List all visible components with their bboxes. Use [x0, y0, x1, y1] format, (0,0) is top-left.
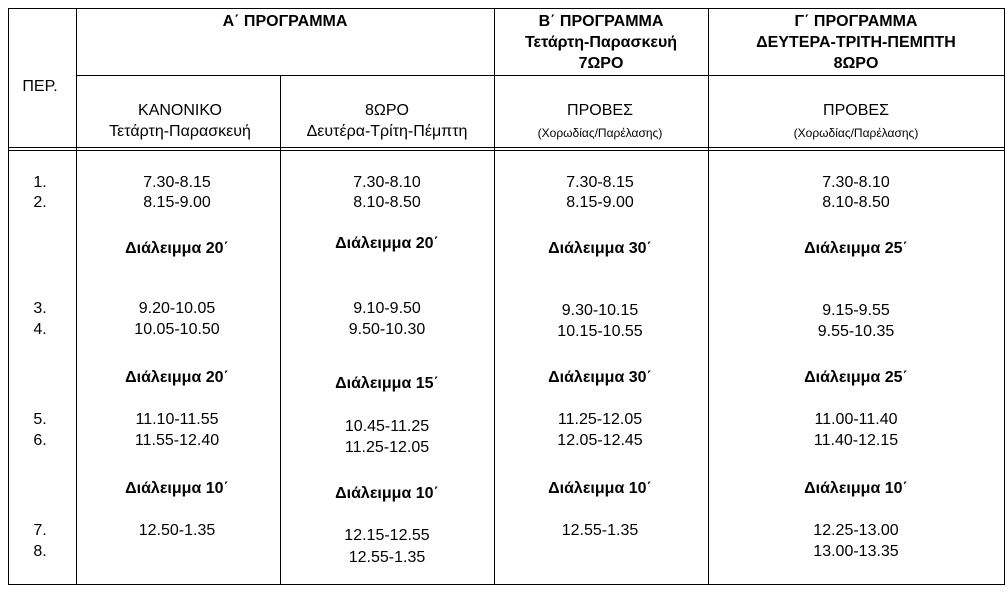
period-number: 2.: [33, 194, 47, 211]
time-slot: 12.15-12.55: [344, 527, 430, 544]
break-label: Διάλειμμα 30΄: [548, 369, 652, 386]
time-slot: 9.15-9.55: [822, 302, 890, 319]
subcol-b-title: ΠΡΟΒΕΣ: [567, 102, 633, 119]
time-slot: 10.15-10.55: [557, 323, 643, 340]
break-label: Διάλειμμα 25΄: [804, 369, 908, 386]
program-c-hours: 8ΩΡΟ: [833, 55, 879, 72]
program-header-divider: [76, 75, 1004, 76]
column-divider-a-sub: [280, 75, 281, 585]
time-slot: 12.55-1.35: [348, 549, 426, 566]
time-slot: 9.30-10.15: [561, 302, 639, 319]
time-slot: 13.00-13.35: [813, 543, 899, 560]
column-divider-b: [494, 8, 495, 585]
time-slot: 9.50-10.30: [348, 321, 426, 338]
program-c-days: ΔΕΥΤΕΡΑ-ΤΡΙΤΗ-ΠΕΜΠΤΗ: [756, 34, 956, 51]
time-slot: 7.30-8.15: [143, 174, 211, 191]
time-slot: 11.40-12.15: [813, 432, 899, 449]
time-slot: 11.25-12.05: [557, 411, 643, 428]
program-c-title: Γ΄ ΠΡΟΓΡΑΜΜΑ: [794, 13, 918, 30]
table-border-top: [8, 8, 1004, 9]
subcol-c-title: ΠΡΟΒΕΣ: [823, 102, 889, 119]
time-slot: 8.15-9.00: [143, 194, 211, 211]
subcol-c-detail: (Χορωδίας/Παρέλασης): [793, 126, 919, 140]
subcol-a2-detail: Δευτέρα-Τρίτη-Πέμπτη: [306, 123, 468, 140]
time-slot: 8.10-8.50: [822, 194, 890, 211]
column-divider-c: [708, 8, 709, 585]
subcol-a2-title: 8ΩΡΟ: [365, 102, 409, 119]
table-border-left: [8, 8, 9, 585]
time-slot: 11.00-11.40: [814, 411, 898, 428]
break-label: Διάλειμμα 10΄: [335, 485, 439, 502]
time-slot: 12.05-12.45: [557, 432, 643, 449]
time-slot: 9.20-10.05: [138, 300, 216, 317]
time-slot: 10.45-11.25: [344, 418, 430, 435]
time-slot: 9.10-9.50: [353, 300, 421, 317]
break-label: Διάλειμμα 10΄: [804, 480, 908, 497]
time-slot: 7.30-8.10: [353, 174, 421, 191]
table-border-right: [1004, 8, 1005, 585]
time-slot: 8.15-9.00: [566, 194, 634, 211]
table-border-bottom: [8, 584, 1004, 585]
time-slot: 12.50-1.35: [138, 522, 216, 539]
time-slot: 12.55-1.35: [561, 522, 639, 539]
program-a-title: Α΄ ΠΡΟΓΡΑΜΜΑ: [222, 13, 348, 30]
period-number: 1.: [33, 174, 47, 191]
period-number: 8.: [33, 543, 47, 560]
program-b-days: Τετάρτη-Παρασκευή: [524, 34, 678, 51]
time-slot: 11.55-12.40: [134, 432, 220, 449]
program-b-title: Β΄ ΠΡΟΓΡΑΜΜΑ: [538, 13, 664, 30]
break-label: Διάλειμμα 10΄: [125, 480, 229, 497]
period-number: 6.: [33, 432, 47, 449]
period-number: 3.: [33, 300, 47, 317]
break-label: Διάλειμμα 25΄: [804, 240, 908, 257]
program-b-hours: 7ΩΡΟ: [578, 55, 624, 72]
subcol-b-detail: (Χορωδίας/Παρέλασης): [537, 126, 663, 140]
time-slot: 12.25-13.00: [813, 522, 899, 539]
subcol-a1-detail: Τετάρτη-Παρασκευή: [109, 123, 251, 140]
time-slot: 8.10-8.50: [353, 194, 421, 211]
period-number: 5.: [33, 411, 47, 428]
column-divider-per: [76, 8, 77, 585]
time-slot: 10.05-10.50: [134, 321, 220, 338]
header-bottom-border-double: [8, 150, 1004, 151]
break-label: Διάλειμμα 30΄: [548, 240, 652, 257]
time-slot: 7.30-8.10: [822, 174, 890, 191]
time-slot: 11.10-11.55: [135, 411, 219, 428]
break-label: Διάλειμμα 10΄: [548, 480, 652, 497]
per-header: ΠΕΡ.: [22, 78, 58, 95]
period-number: 7.: [33, 522, 47, 539]
time-slot: 11.25-12.05: [344, 439, 430, 456]
break-label: Διάλειμμα 20΄: [125, 369, 229, 386]
break-label: Διάλειμμα 20΄: [125, 240, 229, 257]
break-label: Διάλειμμα 15΄: [335, 375, 439, 392]
time-slot: 7.30-8.15: [566, 174, 634, 191]
subcol-a1-title: ΚΑΝΟΝΙΚΟ: [138, 102, 222, 119]
break-label: Διάλειμμα 20΄: [335, 235, 439, 252]
period-number: 4.: [33, 321, 47, 338]
time-slot: 9.55-10.35: [817, 323, 895, 340]
header-bottom-border: [8, 147, 1004, 148]
